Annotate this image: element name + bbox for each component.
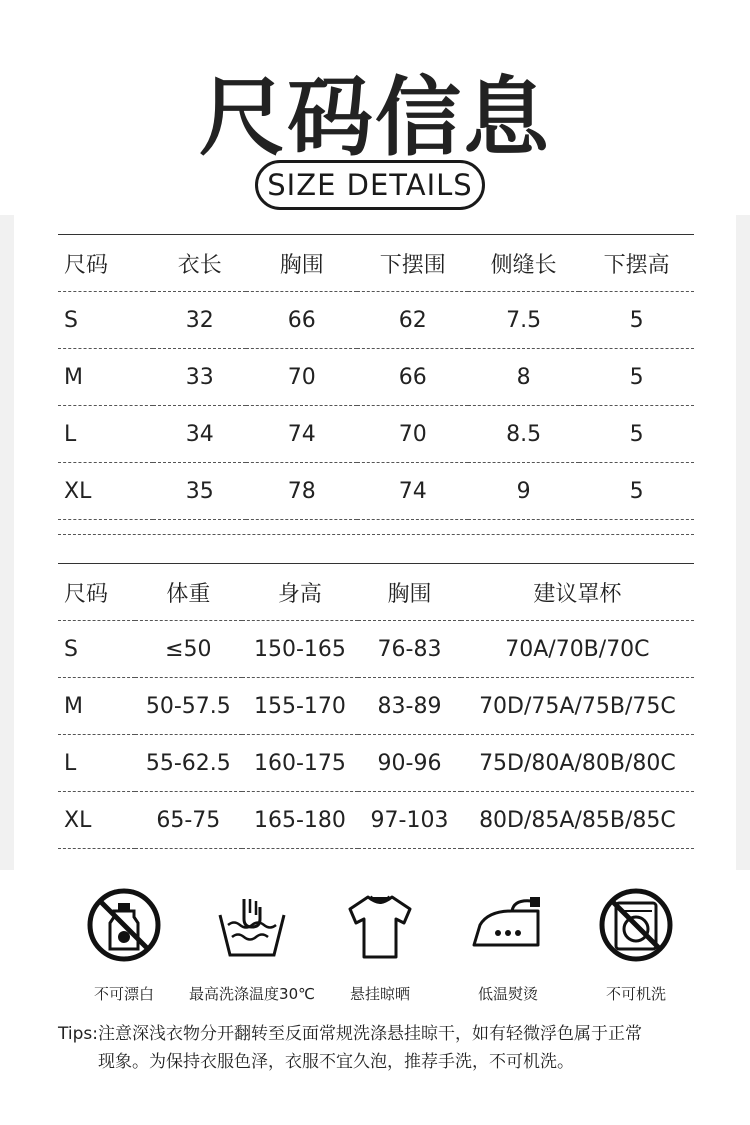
cell-height: 165-180 [242, 792, 358, 849]
table-row [58, 621, 694, 678]
header-bust: 胸围 [246, 235, 357, 292]
table-row [58, 292, 694, 349]
cell-hem: 62 [357, 292, 468, 349]
tips-line-1: Tips:注意深浅衣物分开翻转至反面常规洗涤悬挂晾干，如有轻微浮色属于正常 [58, 1024, 642, 1044]
cell-bust: 90-96 [358, 735, 461, 792]
care-label: 悬挂晾晒 [349, 985, 410, 1003]
cell-bust: 70 [246, 349, 357, 406]
cell-hem-height: 5 [579, 463, 694, 520]
cell-size: L [58, 735, 135, 792]
cell-bust: 83-89 [358, 678, 461, 735]
cell-side-seam: 8 [468, 349, 579, 406]
cell-height: 160-175 [242, 735, 358, 792]
care-label: 低温熨烫 [477, 985, 538, 1003]
cell-hem-height: 5 [579, 406, 694, 463]
cell-size: M [58, 349, 153, 406]
table-row [58, 678, 694, 735]
cell-side-seam: 7.5 [468, 292, 579, 349]
header-length: 衣长 [153, 235, 246, 292]
cell-side-seam: 8.5 [468, 406, 579, 463]
table-row [58, 406, 694, 463]
care-item-low-iron [444, 885, 572, 1005]
table-row [58, 349, 694, 406]
header-weight: 体重 [135, 564, 242, 621]
fit-table-header [58, 564, 694, 621]
care-label: 最高洗涤温度30℃ [189, 985, 315, 1003]
table-divider [58, 534, 694, 535]
cell-cup: 70A/70B/70C [461, 621, 694, 678]
cell-bust: 76-83 [358, 621, 461, 678]
care-tips [58, 1020, 718, 1076]
header-side-seam: 侧缝长 [468, 235, 579, 292]
left-side-stripe [0, 215, 14, 870]
header-bust: 胸围 [358, 564, 461, 621]
care-label: 不可机洗 [605, 985, 666, 1003]
cell-hem: 66 [357, 349, 468, 406]
cell-height: 155-170 [242, 678, 358, 735]
cell-size: XL [58, 792, 135, 849]
table-row [58, 735, 694, 792]
care-item-no-bleach [60, 885, 188, 1005]
tips-line-2: 现象。为保持衣服色泽，衣服不宜久泡，推荐手洗，不可机洗。 [98, 1052, 574, 1072]
cell-weight: ≤50 [135, 621, 242, 678]
right-side-stripe [736, 215, 750, 870]
cell-bust: 97-103 [358, 792, 461, 849]
low-iron-icon [468, 885, 548, 965]
cell-length: 33 [153, 349, 246, 406]
cell-weight: 50-57.5 [135, 678, 242, 735]
header-size: 尺码 [58, 564, 135, 621]
care-label: 不可漂白 [93, 985, 154, 1003]
care-item-no-machine-wash [572, 885, 700, 1005]
cell-hem-height: 5 [579, 349, 694, 406]
cell-size: L [58, 406, 153, 463]
table-row [58, 792, 694, 849]
cell-hem-height: 5 [579, 292, 694, 349]
care-item-hang-dry [316, 885, 444, 1005]
header-height: 身高 [242, 564, 358, 621]
cell-size: M [58, 678, 135, 735]
hang-dry-icon [340, 885, 420, 965]
header-size: 尺码 [58, 235, 153, 292]
header-cup-size: 建议罩杯 [461, 564, 694, 621]
cell-weight: 55-62.5 [135, 735, 242, 792]
cell-size: XL [58, 463, 153, 520]
cell-side-seam: 9 [468, 463, 579, 520]
care-item-wash-30 [188, 885, 316, 1005]
cell-size: S [58, 621, 135, 678]
cell-hem: 70 [357, 406, 468, 463]
table-row [58, 463, 694, 520]
cell-weight: 65-75 [135, 792, 242, 849]
cell-hem: 74 [357, 463, 468, 520]
cell-length: 35 [153, 463, 246, 520]
header-hem-circumference: 下摆围 [357, 235, 468, 292]
header-hem-height: 下摆高 [579, 235, 694, 292]
care-instructions [60, 885, 700, 1005]
fit-reference-table [58, 563, 694, 849]
cell-height: 150-165 [242, 621, 358, 678]
cell-cup: 70D/75A/75B/75C [461, 678, 694, 735]
garment-table-header [58, 235, 694, 292]
no-bleach-icon [84, 885, 164, 965]
cell-length: 32 [153, 292, 246, 349]
page-title: 尺码信息 [199, 68, 551, 168]
wash-30-icon [212, 885, 292, 965]
no-machine-wash-icon [596, 885, 676, 965]
cell-cup: 75D/80A/80B/80C [461, 735, 694, 792]
cell-cup: 80D/85A/85B/85C [461, 792, 694, 849]
cell-bust: 78 [246, 463, 357, 520]
cell-size: S [58, 292, 153, 349]
cell-length: 34 [153, 406, 246, 463]
garment-size-table [58, 234, 694, 520]
subtitle-badge: SIZE DETAILS [255, 160, 485, 210]
cell-bust: 66 [246, 292, 357, 349]
cell-bust: 74 [246, 406, 357, 463]
